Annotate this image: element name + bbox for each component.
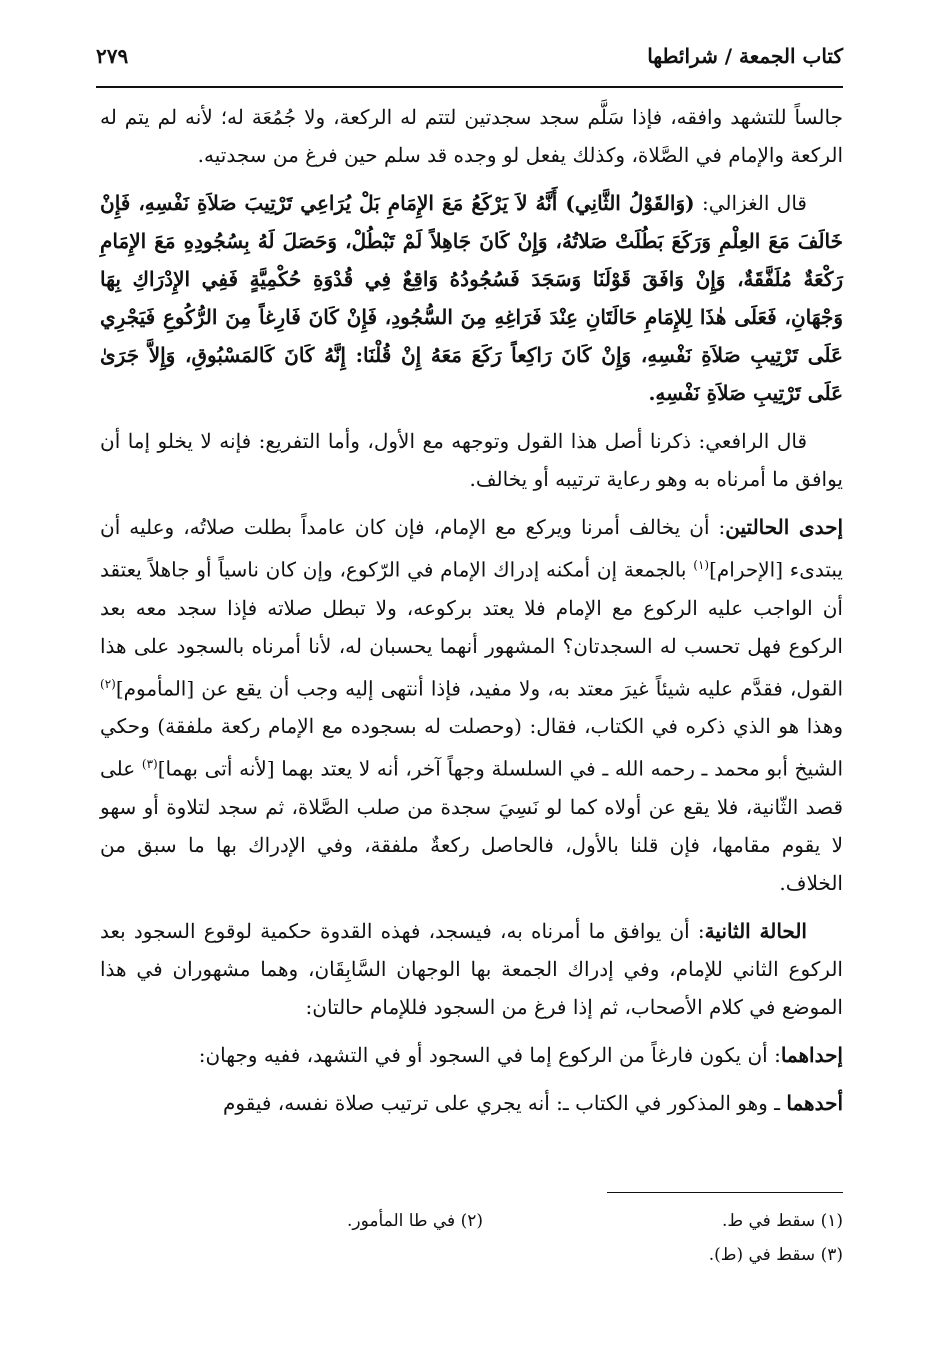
running-title: كتاب الجمعة / شرائطها xyxy=(647,44,843,68)
text-run: : أن يكون فارغاً من الركوع إما في السجود أو في التشهد، ففيه وجهان: xyxy=(198,1042,781,1067)
footnote-row xyxy=(100,1238,843,1272)
paragraph-rafii: قال الرافعي: ذكرنا أصل هذا القول وتوجهه مع الأول، وأما التفريع: فإنه لا يخلو إما أن يوافق ما أمرناه به وهو رعاية ترتيبه أو يخالف. xyxy=(100,429,843,491)
paragraph-ghazali xyxy=(100,184,843,412)
text-run: بالجمعة إن أمكنه إدراك الإمام في الرّكوع، وإن كان ناسياً أو جاهلاً يعتقد أن الواجب عليه الركوع مع الإمام فلا يعتد بركوعه، ولا تبطل صلاته فإذا سجد معه بعد الركوع فهل تحسب له السجدتان؟ المشهور أنهما يحسبان له، لأنا أمرناه بالسجود على هذا القول، فقدَّم عليه شيئاً غيرَ معتد به، ولا مفيد، فإذا أنتهى إليه وجب أن يقع عن [المأموم] xyxy=(100,557,843,701)
footnote-2: (٢) في طا المأمور. xyxy=(346,1211,483,1231)
footnote-1: (١) سقط في ط. xyxy=(721,1211,843,1231)
footnote-ref-3[interactable]: (٣) xyxy=(141,757,158,772)
paragraph-first-state xyxy=(100,1036,843,1074)
case-heading: إحدى الحالتين xyxy=(725,515,844,539)
text-run: : أن يوافق ما أمرناه به، فيسجد، فهذه القدوة حكمية لوقوع السجود بعد الركوع الثاني للإمام، وفي إدراك الجمعة بها الوجهان السَّابِقَان، وهما مشهوران في هذا الموضع في كلام الأصحاب، ثم إذا فرغ من السجود فللإمام حالتان: xyxy=(100,918,843,1019)
text-run: : أن يخالف أمرنا ويركع مع الإمام، فإن كان عامداً بطلت صلاتُه، وعليه أن يبتدىء [الإحرام] xyxy=(100,515,843,582)
page-number: ٢٧٩ xyxy=(96,44,129,68)
header-rule xyxy=(96,86,843,88)
main-text xyxy=(100,98,843,1132)
paragraph-first-case xyxy=(100,508,843,902)
footnote-row xyxy=(100,1204,843,1238)
footnote-rule xyxy=(607,1192,843,1193)
text-run: وهذا هو الذي ذكره في الكتاب، فقال: (وحصلت له بسجوده مع الإمام ركعة ملفقة) وحكي الشيخ أبو محمد ـ رحمه الله ـ في السلسلة وجهاً آخر، أنه لا يعتد بهما [لأنه أتى بهما] xyxy=(100,714,843,781)
footnote-3: (٣) سقط في (ط). xyxy=(708,1245,843,1265)
text-run: على قصد الثّانية، فلا يقع عن أولاه كما لو نَسِيَ سجدة من صلب الصَّلاة، ثم سجد لتلاوة أو سهو لا يقوم مقامها، فإن قلنا بالأول، فالحاصل ركعةٌ ملفقة، وفي الإدراك بها ما سبق من الخلاف. xyxy=(100,756,843,895)
paragraph-continuation: جالساً للتشهد وافقه، فإذا سَلَّم سجد سجدتين لتتم له الركعة، ولا جُمُعَة له؛ لأنه لم يتم له الركعة والإمام في الصَّلاة، وكذلك يفعل لو وجده قد سلم حين فرغ من سجدتيه. xyxy=(100,105,843,167)
speaker-label: قال الغزالي: xyxy=(694,191,807,215)
footnote-ref-1[interactable]: (١) xyxy=(693,558,710,572)
footnote-ref-2[interactable]: (٢) xyxy=(100,676,116,691)
matn-text: (وَالقَوْلُ الثَّانِي) أَنَّهُ لاَ يَرْكَعُ مَعَ الإِمَامِ بَلْ يُرَاعِي تَرْتِيبَ صَلاَةِ نَفْسِهِ، فَإِنْ خَالَفَ مَعَ العِلْمِ وَرَكَعَ بَطُلَتْ صَلاتُهُ، وَإِنْ كَانَ جَاهِلاً لَمْ تَبْطُلْ، وَحَصَلَ لَهُ بِسُجُودِهِ مَعَ الإِمَامِ رَكْعَةٌ مُلَفَّقَةٌ، وَإِنْ وَافَقَ قَوْلَنَا وَسَجَدَ فَسُجُودُهُ وَاقِعٌ فِي قُدْوَةِ حُكْمِيَّةٍ فَفِي الإِدْرَاكِ بِهَا وَجْهَانِ، فَعَلَى هٰذَا لِلإِمَامِ حَالَتَانِ عِنْدَ فَرَاغِهِ مِنَ السُّجُودِ، فَإِنْ كَانَ فَارِغاً مِنَ الرُّكُوعِ فَيَجْرِي عَلَى تَرْتِيبِ صَلاَةِ نَفْسِهِ، وَإِنْ كَانَ رَاكِعاً رَكَعَ مَعَهُ إِنْ قُلْنَا: إِنَّهُ كَانَ كَالمَسْبُوقِ، وَإِلاَّ جَرَىٰ عَلَى تَرْتِيبِ صَلاَةِ نَفْسِهِ. xyxy=(100,191,843,405)
case-heading: أحدهما xyxy=(786,1090,843,1115)
paragraph-first-view xyxy=(100,1084,843,1122)
paragraph-second-case xyxy=(100,912,843,1026)
case-heading: إحداهما xyxy=(780,1042,843,1067)
case-heading: الحالة الثانية xyxy=(704,918,807,943)
running-header xyxy=(96,38,843,74)
footnotes xyxy=(100,1204,843,1272)
text-run: ـ وهو المذكور في الكتاب ـ: أنه يجري على ترتيب صلاة نفسه، فيقوم xyxy=(223,1090,787,1115)
